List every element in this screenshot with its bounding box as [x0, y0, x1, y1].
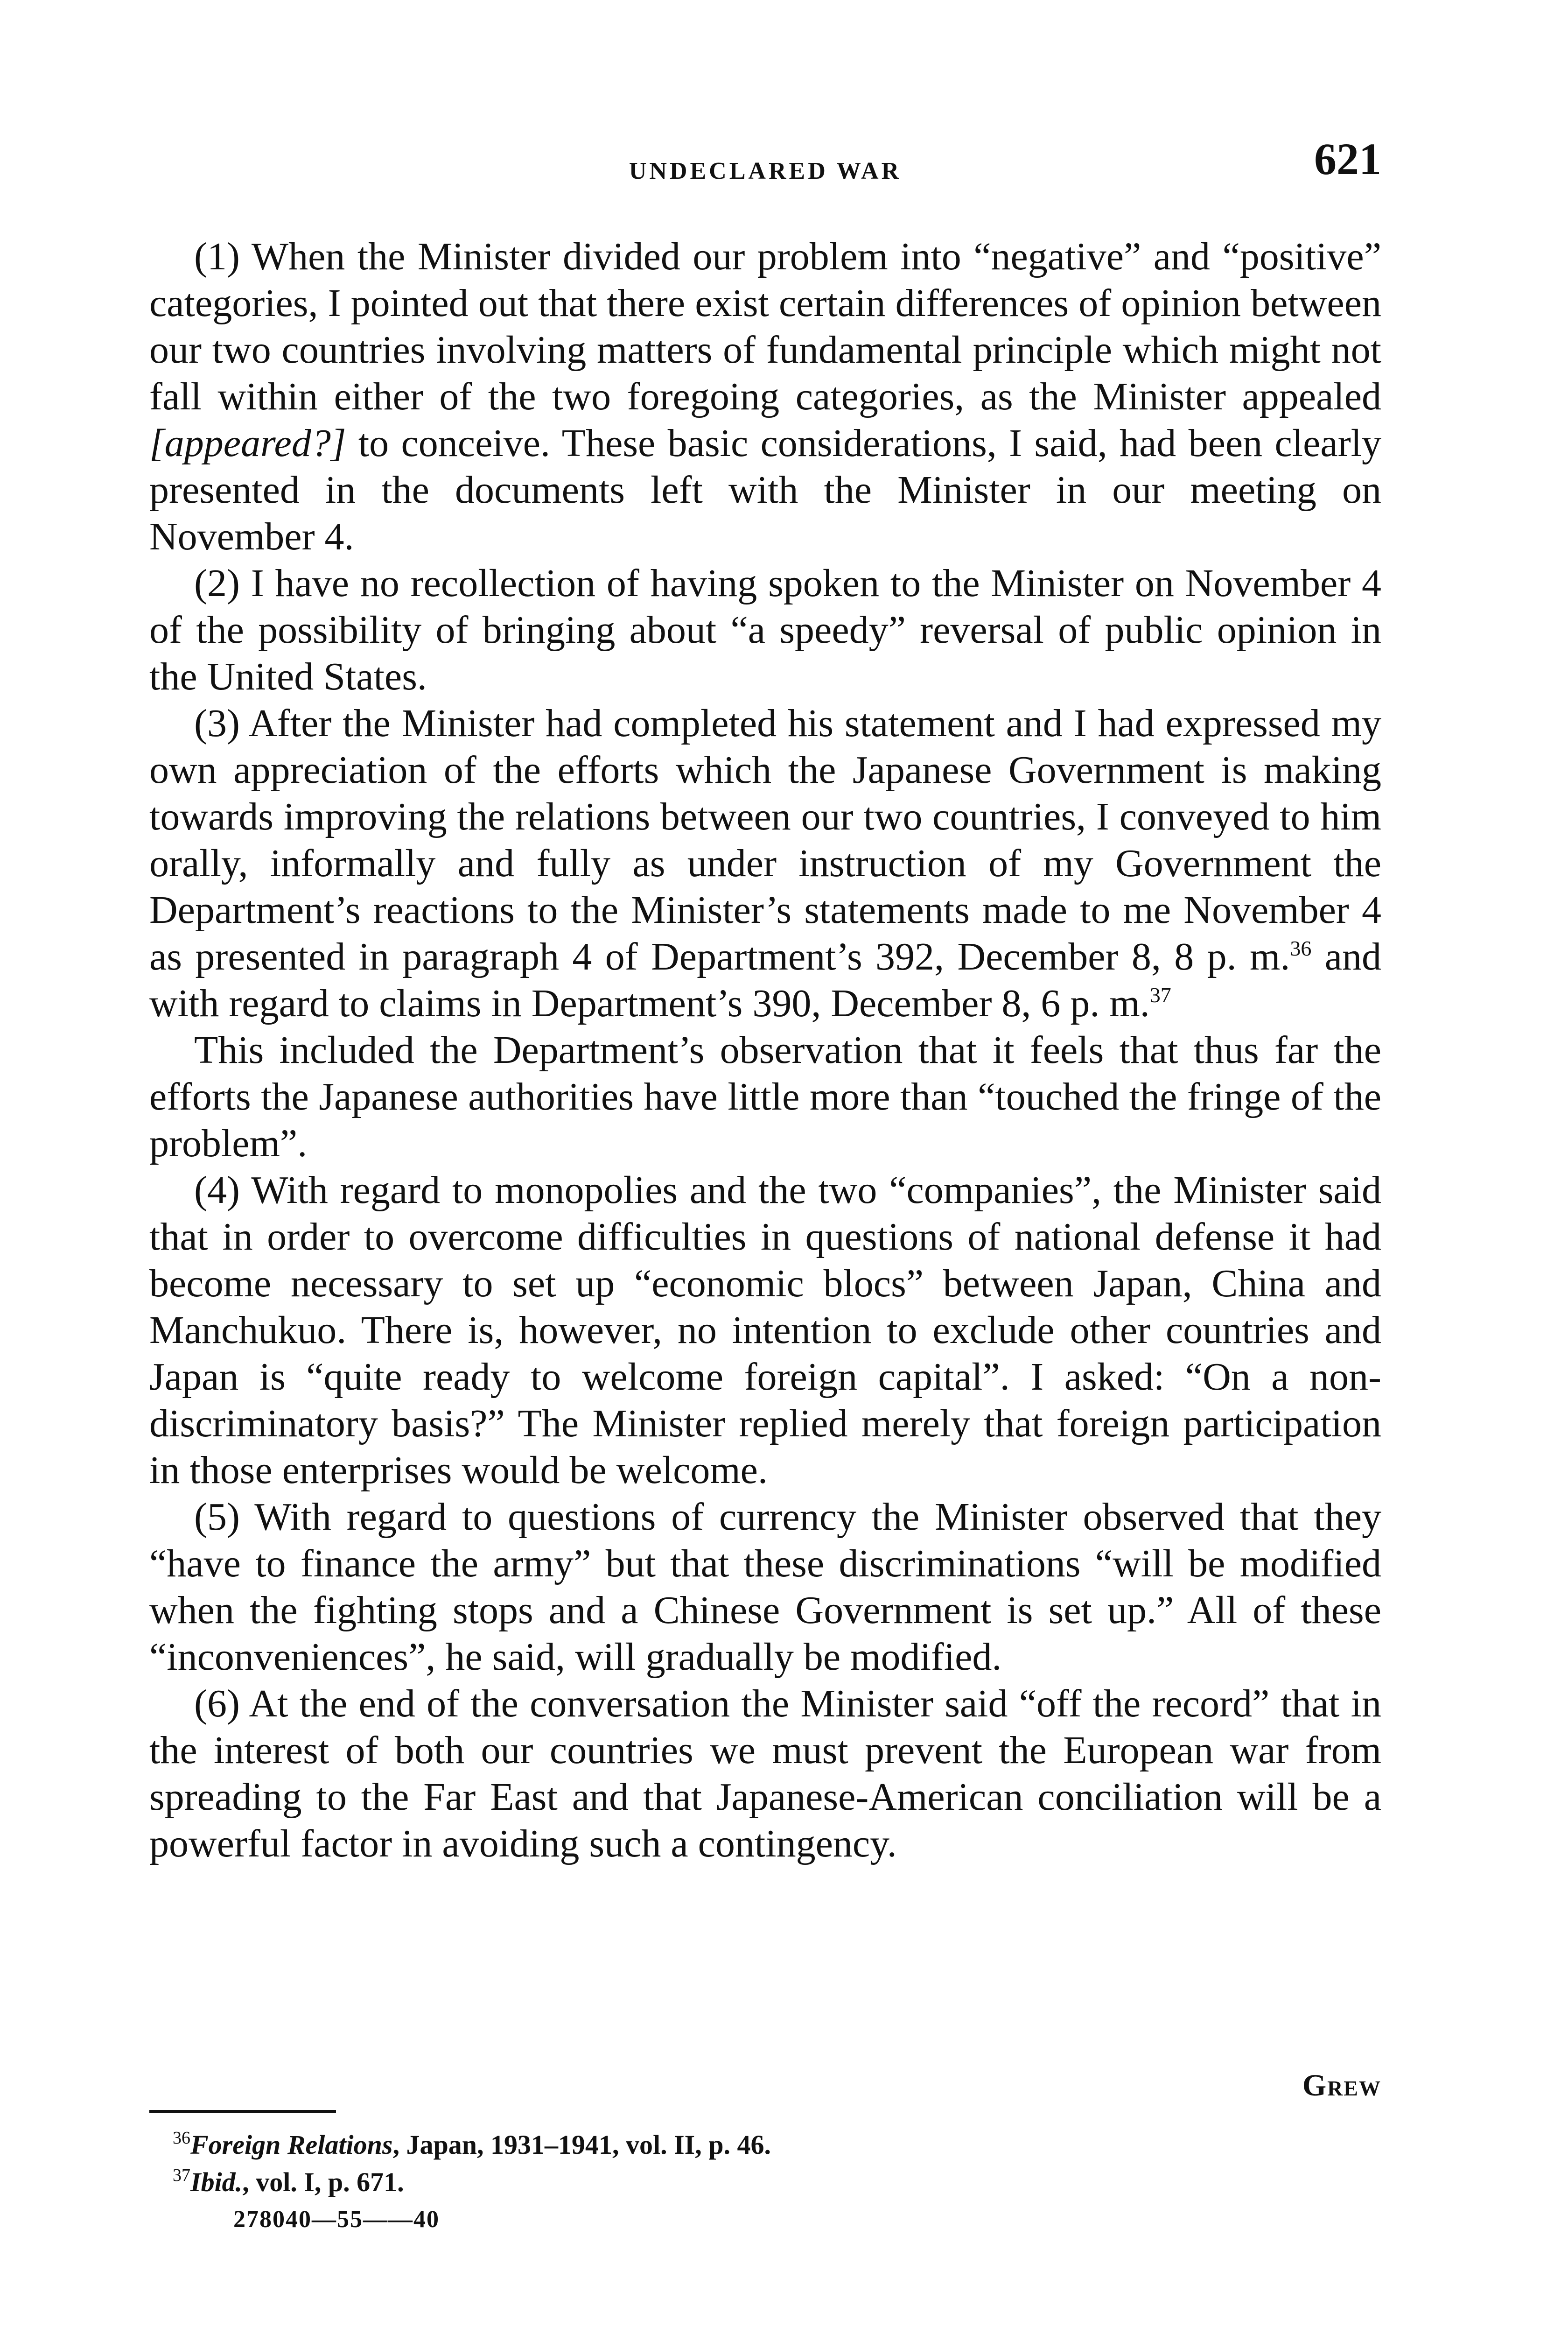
footnote-reference: 37 [1149, 983, 1171, 1007]
paragraph-text: (2) I have no recollection of having spoken to the Minister on November 4 of the possibility of bringing about “a speedy” reversal of public opinion in the United States. [149, 562, 1381, 698]
footnote-37 [173, 2164, 1293, 2201]
paragraph-text: This included the Department’s observation that it feels that thus far the efforts the Japanese authorities have little more than “touched the fringe of the problem”. [149, 1028, 1381, 1165]
running-head: UNDECLARED WAR [629, 158, 902, 184]
footnote-citation: , vol. I, p. 671. [242, 2167, 404, 2197]
page-number: 621 [1314, 134, 1381, 184]
paragraph-text: (4) With regard to monopolies and the two “companies”, the Minister said that in order to overcome difficulties in questions of national defense it had become necessary to set up “economic blocs” between Japan, China and Manchukuo. There is, however, no intention to exclude other countries and Japan is “quite ready to welcome foreign capital”. I asked: “On a non-discriminatory basis?” The Minister replied merely that foreign participation in those enterprises would be welcome. [149, 1168, 1381, 1492]
paragraph [149, 1494, 1381, 1680]
paragraph-text: (1) When the Minister divided our problem into “negative” and “positive” categories, I pointed out that there exist certain differences of opinion between our two countries involving matters of fundamental principle which might not fall within either of the two foregoing categories, as the Minister appealed [149, 235, 1381, 418]
footnote-marker: 36 [173, 2128, 190, 2148]
paragraph-text: (3) After the Minister had completed his statement and I had expressed my own appreciation of the efforts which the Japanese Government is making towards improving the relations between our two countries, I conveyed to him orally, informally and fully as under instruction of my Government the Department’s reactions to the Minister’s statements made to me November 4 as presented in paragraph 4 of Department’s 392, December 8, 8 p. m. [149, 702, 1381, 978]
paragraph [149, 1680, 1381, 1867]
paragraph-text: (5) With regard to questions of currency the Minister observed that they “have to finance the army” but that these discriminations “will be modified when the fighting stops and a Chinese Government is set up.” All of these “inconveniences”, he said, will gradually be modified. [149, 1495, 1381, 1679]
paragraph [149, 1167, 1381, 1494]
paragraph [149, 560, 1381, 700]
footnote-rule [149, 2110, 336, 2113]
footnotes [173, 2126, 1293, 2201]
footnote-reference: 36 [1290, 936, 1312, 960]
footnote-title: Foreign Relations [190, 2130, 393, 2160]
footnote-citation: , Japan, 1931–1941, vol. II, p. 46. [392, 2130, 771, 2160]
signature: Grew [1302, 2068, 1381, 2102]
paragraph [149, 1027, 1381, 1167]
paragraph [149, 233, 1381, 560]
print-code: 278040—55——40 [233, 2206, 440, 2233]
paragraph-text: (6) At the end of the conversation the Minister said “off the record” that in the interest of both our countries we must prevent the European war from spreading to the Far East and that Japanese-American conciliation will be a powerful factor in avoiding such a contingency. [149, 1682, 1381, 1865]
page-header [149, 133, 1381, 198]
footnote-marker: 37 [173, 2165, 190, 2185]
paragraph-text: and with regard to claims in Department’s 390, December 8, 6 p. m. [149, 935, 1381, 1025]
paragraph [149, 700, 1381, 1027]
body-text [149, 233, 1381, 1867]
italic-text: [appeared?] [149, 422, 346, 465]
paragraph-text: to conceive. These basic considerations, I said, had been clearly presented in the documents left with the Minister in our meeting on November 4. [149, 422, 1381, 558]
footnote-36 [173, 2126, 1293, 2164]
footnote-title: Ibid. [190, 2167, 243, 2197]
